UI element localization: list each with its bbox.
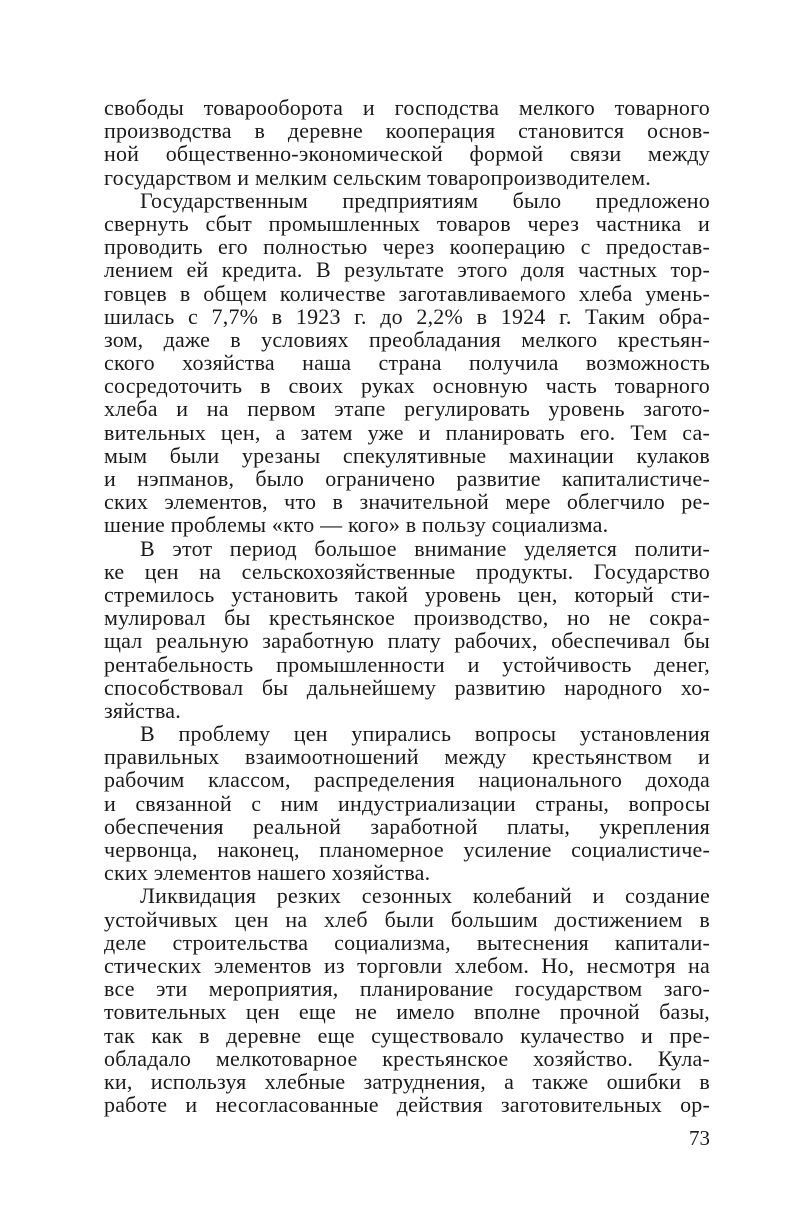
text-line: ки, используя хлебные затруднения, а также ошибки в bbox=[104, 1068, 710, 1094]
text-line: лением ей кредита. В результате этого доля частных тор- bbox=[104, 257, 710, 283]
text-line: и связанной с ним индустриализации страны, вопросы bbox=[104, 790, 710, 816]
text-line: мулировал бы крестьянское производство, но не сокра- bbox=[104, 605, 710, 631]
text-line: государством и мелким сельским товаропроизводителем. bbox=[104, 164, 651, 190]
paragraph bbox=[104, 537, 710, 723]
paragraph bbox=[104, 722, 710, 884]
text-line: хлеба и на первом этапе регулировать уровень загото- bbox=[104, 396, 710, 422]
page-number: 73 bbox=[689, 1126, 710, 1150]
text-line: червонца, наконец, планомерное усиление социалистиче- bbox=[104, 837, 710, 862]
text-line: устойчивых цен на хлеб были большим достижением в bbox=[104, 906, 710, 932]
text-line: мым были урезаны спекулятивные махинации кулаков bbox=[104, 442, 710, 468]
page-body bbox=[104, 96, 710, 1116]
text-line: свободы товарооборота и господства мелкого товарного bbox=[104, 95, 710, 120]
text-line: все эти мероприятия, планирование государством заго- bbox=[104, 976, 710, 1002]
text-line: щал реальную заработную плату рабочих, обеспечивал бы bbox=[104, 628, 710, 654]
text-line: рабочим классом, распределения национального дохода bbox=[104, 767, 710, 793]
text-line: зяйства. bbox=[104, 697, 181, 723]
text-line: стических элементов из торговли хлебом. Но, несмотря на bbox=[104, 952, 710, 978]
text-line: вительных цен, а затем уже и планировать его. Тем са- bbox=[104, 419, 710, 445]
text-line: свернуть сбыт промышленных товаров через частника и bbox=[104, 210, 710, 236]
text-line: Государственным предприятиям было предложено bbox=[140, 187, 710, 213]
text-line: деле строительства социализма, вытеснения капитали- bbox=[104, 929, 710, 955]
text-line: ских элементов нашего хозяйства. bbox=[104, 860, 431, 886]
text-line: В проблему цен упирались вопросы установления bbox=[140, 721, 710, 747]
text-line: говцев в общем количестве заготавливаемого хлеба умень- bbox=[104, 280, 710, 306]
paragraph bbox=[104, 189, 710, 537]
text-line: правильных взаимоотношений между крестьянством и bbox=[104, 744, 710, 770]
paragraph bbox=[104, 884, 710, 1116]
text-line: рентабельность промышленности и устойчивость денег, bbox=[104, 651, 710, 677]
text-line: проводить его полностью через кооперацию с предостав- bbox=[104, 234, 710, 260]
text-line: так как в деревне еще существовало кулачество и пре- bbox=[104, 1022, 710, 1048]
text-line: стремилось установить такой уровень цен, который сти- bbox=[104, 581, 710, 607]
text-line: производства в деревне кооперация становится основ- bbox=[104, 118, 710, 144]
text-line: сосредоточить в своих руках основную часть товарного bbox=[104, 373, 710, 399]
text-line: и нэпманов, было ограничено развитие капиталистиче- bbox=[104, 466, 710, 491]
text-line: ке цен на сельскохозяйственные продукты. Государство bbox=[104, 558, 710, 584]
text-line: шилась с 7,7% в 1923 г. до 2,2% в 1924 г. Таким обра- bbox=[104, 303, 710, 329]
text-line: В этот период большое внимание уделяется полити- bbox=[140, 535, 710, 561]
text-line: зом, даже в условиях преобладания мелкого крестьян- bbox=[104, 326, 710, 352]
text-line: товительных цен еще не имело вполне прочной базы, bbox=[104, 999, 710, 1025]
text-line: работе и несогласованные действия заготовительных ор- bbox=[104, 1092, 710, 1118]
text-line: шение проблемы «кто — кого» в пользу социализма. bbox=[104, 512, 609, 538]
text-line: обладало мелкотоварное крестьянское хозяйство. Кула- bbox=[104, 1045, 710, 1071]
text-line: ского хозяйства наша страна получила возможность bbox=[104, 350, 710, 376]
paragraph bbox=[104, 96, 710, 189]
text-line: ной общественно-экономической формой связи между bbox=[104, 141, 710, 167]
text-line: Ликвидация резких сезонных колебаний и создание bbox=[140, 883, 710, 909]
text-line: способствовал бы дальнейшему развитию народного хо- bbox=[104, 674, 710, 700]
text-line: ских элементов, что в значительной мере облегчило ре- bbox=[104, 489, 710, 515]
text-line: обеспечения реальной заработной платы, укрепления bbox=[104, 813, 710, 839]
